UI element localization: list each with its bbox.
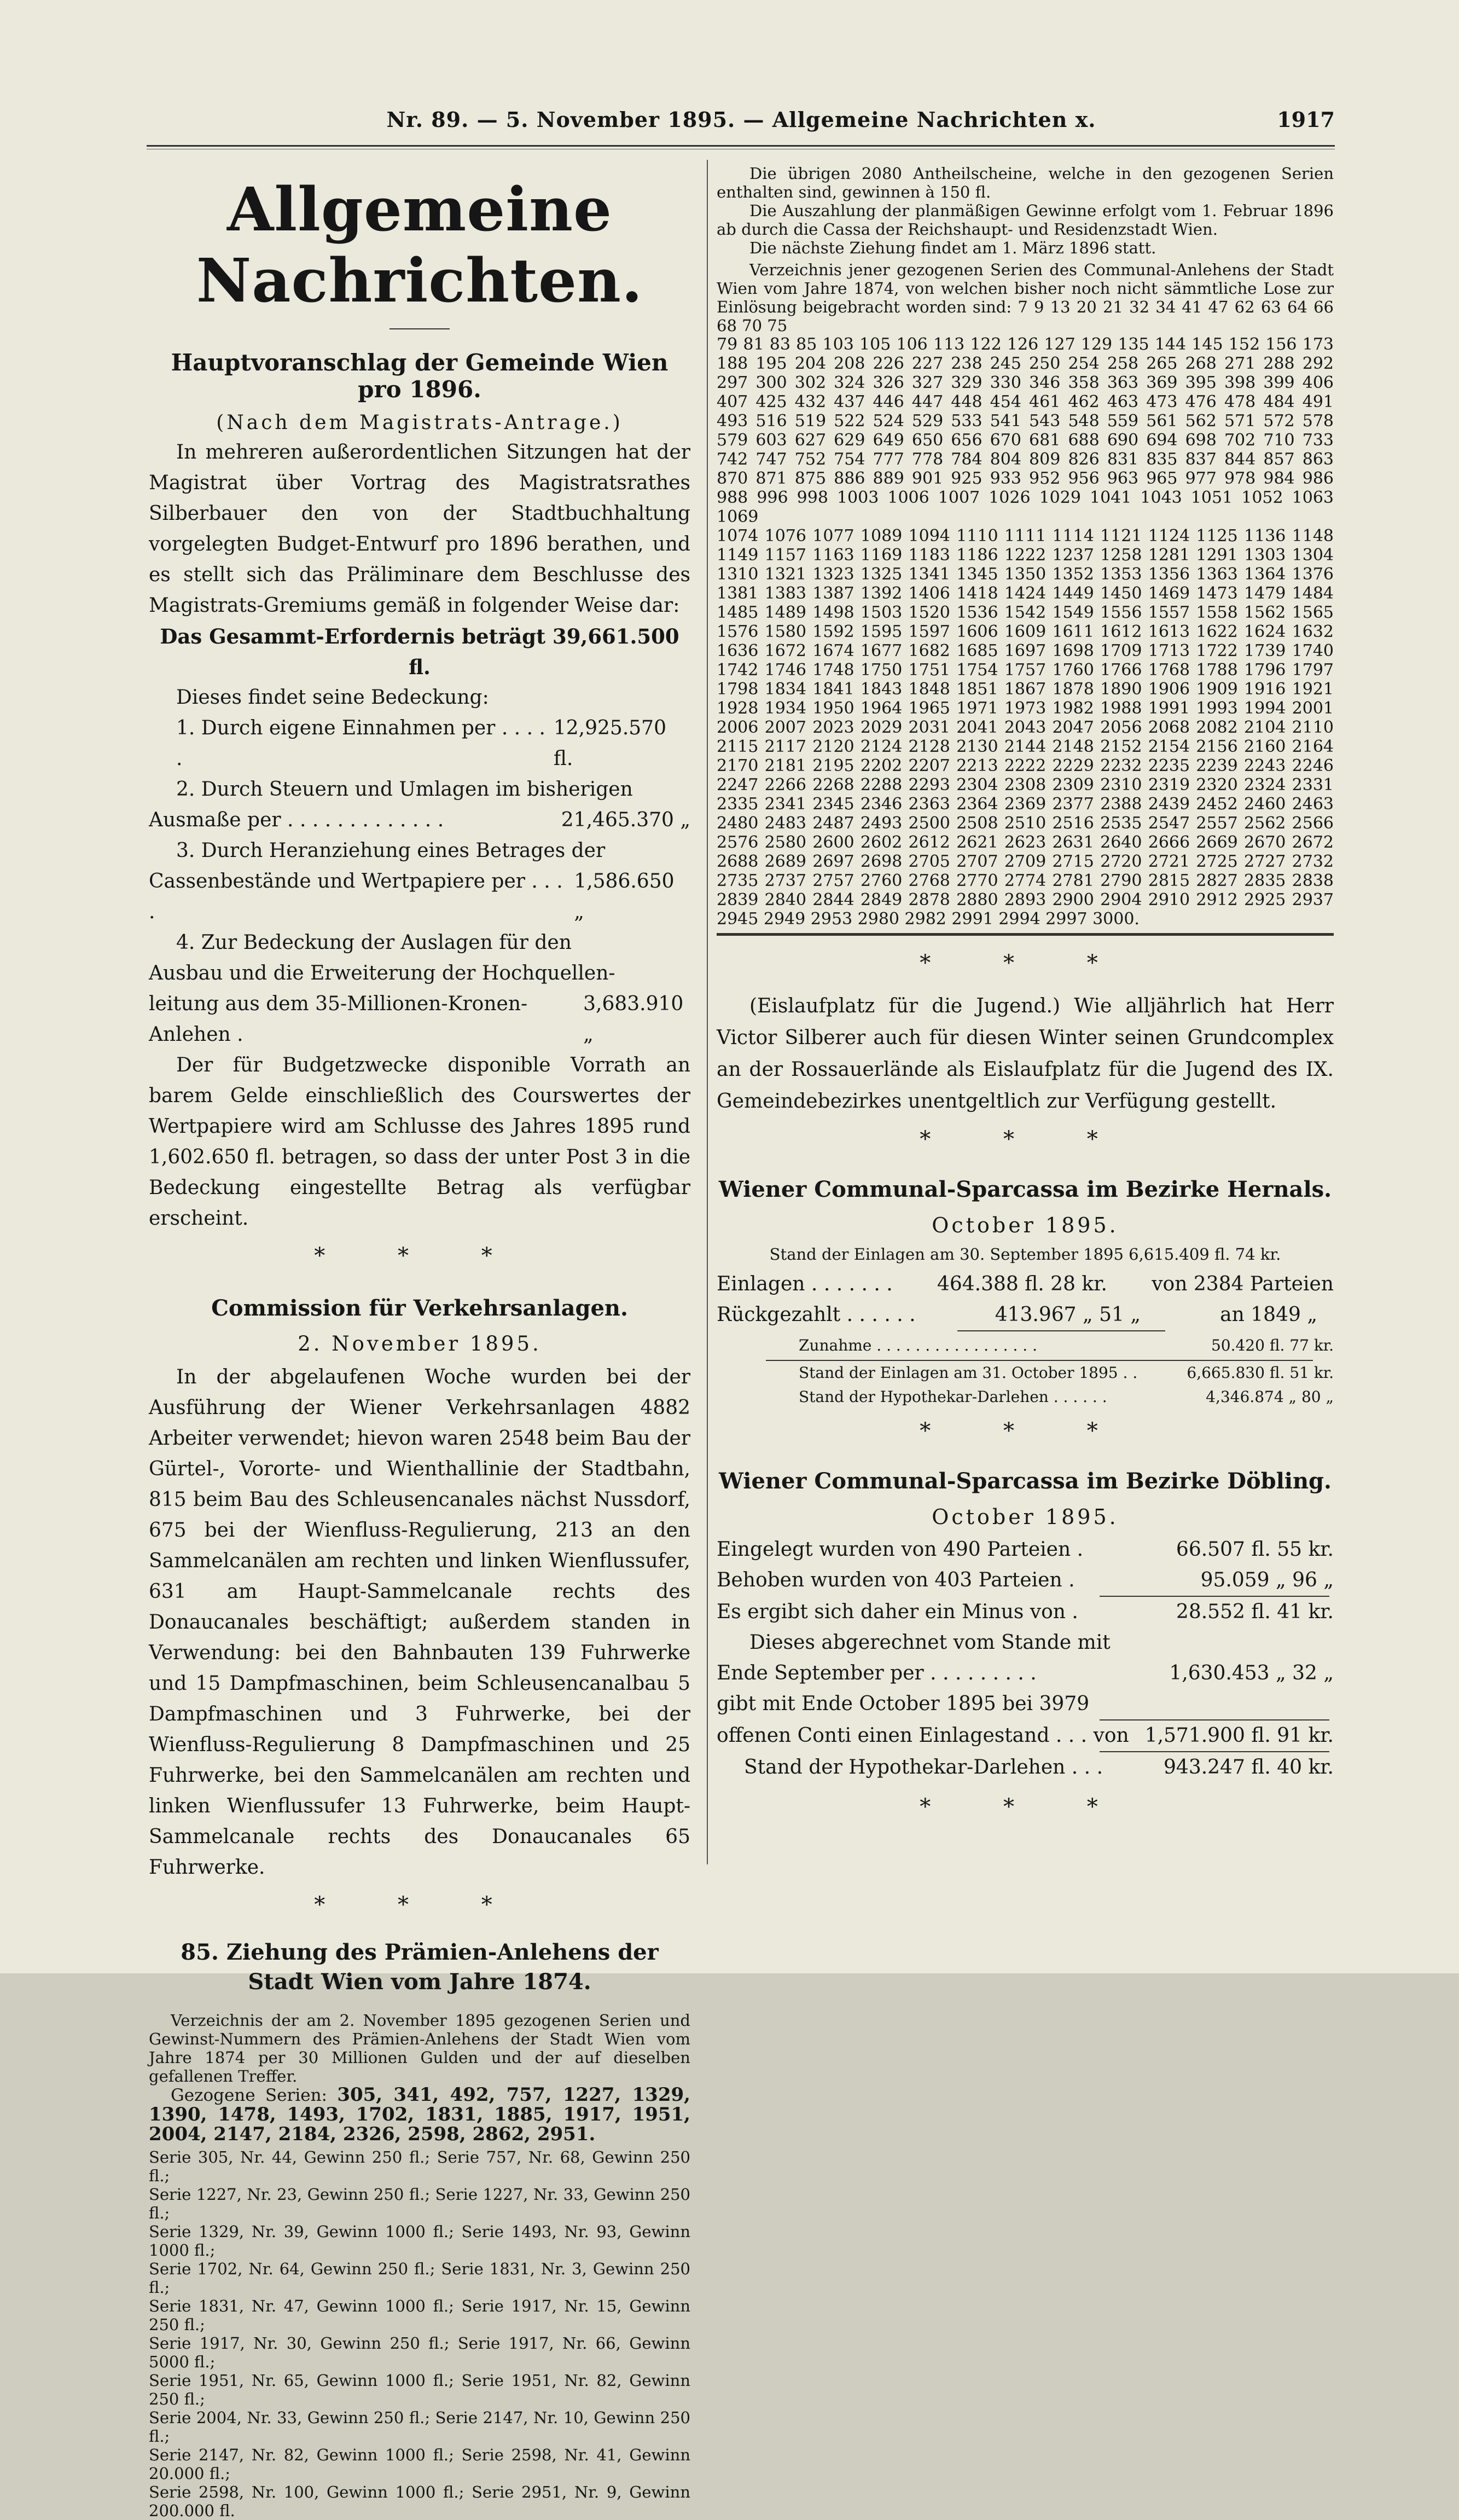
doebling-withdrawn: Behoben wurden von 403 Parteien . 95.059 „ 96 „ xyxy=(717,1569,1334,1591)
hernals-deposits: Einlagen . . . . . . . 464.388 fl. 28 kr. von 2384 Parteien xyxy=(717,1273,1334,1295)
budget-total: Das Gesammt-Erfordernis beträgt 39,661.500 fl. xyxy=(160,624,679,679)
lottery-win-line: Serie 2147, Nr. 82, Gewinn 1000 fl.; Serie 2598, Nr. 41, Gewinn 20.000 fl.; xyxy=(149,2446,690,2483)
section-title: Allgemeine Nachrichten. xyxy=(196,174,643,316)
separator-stars: * * * xyxy=(920,1418,1131,1444)
series-number-row xyxy=(717,890,1334,909)
right-column xyxy=(717,164,1334,1818)
series-number-row xyxy=(717,354,1334,373)
doebling-line-6: gibt mit Ende October 1895 bei 3979 xyxy=(717,1693,1090,1715)
series-number-row xyxy=(717,392,1334,412)
lottery-win-line: Serie 1702, Nr. 64, Gewinn 250 fl.; Serie 1831, Nr. 3, Gewinn 250 fl.; xyxy=(149,2260,690,2297)
separator-stars: * * * xyxy=(314,1243,525,1268)
budget-heading: Hauptvoranschlag der Gemeinde Wien pro 1896. xyxy=(171,349,669,403)
separator-stars: * * * xyxy=(920,1794,1131,1820)
series-number-line: 1636 1672 1674 1677 1682 1685 1697 1698 1709 1713 1722 1739 1740 xyxy=(717,641,1334,661)
series-number-line: 297 300 302 324 326 327 329 330 346 358 363 369 395 398 399 406 xyxy=(717,373,1334,392)
column-divider xyxy=(707,160,708,1864)
lottery-cont-3: Die nächste Ziehung findet am 1. März 1896 statt. xyxy=(749,239,1156,257)
series-number-row xyxy=(717,622,1334,641)
series-number-row xyxy=(717,641,1334,661)
title-rule xyxy=(390,328,450,329)
series-number-line: 188 195 204 208 226 227 238 245 250 254 258 265 268 271 288 292 xyxy=(717,354,1334,373)
lottery-win-line: Serie 305, Nr. 44, Gewinn 250 fl.; Serie 757, Nr. 68, Gewinn 250 fl.; xyxy=(149,2148,690,2185)
budget-item-2a: 2. Durch Steuern und Umlagen im bisherigen xyxy=(176,778,633,801)
series-number-line: 2006 2007 2023 2029 2031 2041 2043 2047 2056 2068 2082 2104 2110 xyxy=(717,718,1334,737)
commission-body: In der abgelaufenen Woche wurden bei der Ausführung der Wiener Verkehrsanlagen 4882 Arbeiter verwendet; hievon waren 2548 beim Bau der Gürtel-, Vororte- und Wienthallinie der Stadtbahn, 815 beim Bau des Schleusencanales nächst Nussdorf, 675 bei der Wienfluss-Regulierung, 213 an den Sammelcanälen am rechten und linken Wienflussufer, 631 am Haupt-Sammelcanale rechts des Donaucanales beschäftigt; außerdem standen in Verwendung: bei den Bahnbauten 139 Fuhrwerke und 15 Dampfmaschinen, beim Schleusencanalbau 5 Dampfmaschinen und 3 Fuhrwerke, bei der Wienfluss-Regulierung 8 Dampfmaschinen und 25 Fuhrwerke, bei den Sammelcanälen am rechten und linken Wienflussufer 13 Fuhrwerke, beim Haupt-Sammelcanale rechts des Donaucanales 65 Fuhrwerke. xyxy=(149,1366,690,1879)
series-number-row xyxy=(717,775,1334,795)
lottery-win-line: Serie 2004, Nr. 33, Gewinn 250 fl.; Serie 2147, Nr. 10, Gewinn 250 fl.; xyxy=(149,2408,690,2446)
series-number-row xyxy=(717,431,1334,450)
series-number-line: 1381 1383 1387 1392 1406 1418 1424 1449 1450 1469 1473 1479 1484 xyxy=(717,584,1334,603)
lottery-series: Gezogene Serien: 305, 341, 492, 757, 1227, 1329, 1390, 1478, 1493, 1702, 1831, 1885, 1917, 1951, 2004, 2147, 2184, 2326, 2598, 2862, 2951. xyxy=(149,2084,690,2145)
series-number-row xyxy=(717,833,1334,852)
series-number-line: 579 603 627 629 649 650 656 670 681 688 690 694 698 702 710 733 xyxy=(717,431,1334,450)
series-number-row xyxy=(717,737,1334,756)
series-number-row xyxy=(717,584,1334,603)
series-number-line: 2335 2341 2345 2346 2363 2364 2369 2377 2388 2439 2452 2460 2463 xyxy=(717,795,1334,814)
series-number-row xyxy=(717,546,1334,565)
series-number-line: 2735 2737 2757 2760 2768 2770 2774 2781 2790 2815 2827 2835 2838 xyxy=(717,871,1334,890)
ice-rink-notice: (Eislaufplatz für die Jugend.) Wie alljährlich hat Herr Victor Silberer auch für diesen Winter seinen Grundcomplex an der Rossauerlände als Eislaufplatz für die Jugend des IX. Gemeindebezirkes unentgeltlich zur Verfügung gestellt. xyxy=(717,995,1334,1113)
series-number-row xyxy=(717,335,1334,354)
series-number-line: 2115 2117 2120 2124 2128 2130 2144 2148 2152 2154 2156 2160 2164 xyxy=(717,737,1334,756)
series-list-intro: Verzeichnis jener gezogenen Serien des Communal-Anlehens der Stadt Wien vom Jahre 1874, von welchen bisher noch nicht sämmtliche Lose zur Einlösung beigebracht worden sind: 7 9 13 20 21 32 34 41 47 62 63 64 66 68 70 75 xyxy=(717,260,1334,335)
series-number-row xyxy=(717,450,1334,469)
separator-stars: * * * xyxy=(314,1892,525,1917)
list-rule xyxy=(717,933,1334,936)
series-number-line: 1149 1157 1163 1169 1183 1186 1222 1237 1258 1281 1291 1303 1304 xyxy=(717,546,1334,565)
header-rule xyxy=(147,145,1335,151)
series-number-line: 2576 2580 2600 2602 2612 2621 2623 2631 2640 2666 2669 2670 2672 xyxy=(717,833,1334,852)
series-number-line: 988 996 998 1003 1006 1007 1026 1029 1041 1043 1051 1052 1063 1069 xyxy=(717,488,1334,526)
series-number-line: 2480 2483 2487 2493 2500 2508 2510 2516 2535 2547 2557 2562 2566 xyxy=(717,814,1334,833)
doebling-minus: Es ergibt sich daher ein Minus von . 28.552 fl. 41 kr. xyxy=(717,1601,1334,1623)
doebling-line-4: Dieses abgerechnet vom Stande mit xyxy=(749,1631,1111,1654)
series-number-row xyxy=(717,488,1334,526)
series-number-row xyxy=(717,565,1334,584)
running-header xyxy=(148,107,1335,140)
series-number-line: 870 871 875 886 889 901 925 933 952 956 963 965 977 978 984 986 xyxy=(717,469,1334,488)
series-number-row xyxy=(717,680,1334,699)
series-number-row xyxy=(717,699,1334,718)
lottery-intro: Verzeichnis der am 2. November 1895 gezogenen Serien und Gewinst-Nummern des Prämien-Anlehens der Stadt Wien vom Jahre 1874 per 30 Millionen Gulden und der auf dieselben gefallenen Treffer. xyxy=(149,2011,690,2085)
hernals-repaid: Rückgezahlt . . . . . . 413.967 „ 51 „ an 1849 „ xyxy=(717,1304,1317,1326)
series-number-line: 2170 2181 2195 2202 2207 2213 2222 2229 2232 2235 2239 2243 2246 xyxy=(717,756,1334,775)
series-number-row xyxy=(717,603,1334,622)
hernals-mortgage: Stand der Hypothekar-Darlehen . . . . . . 4,346.874 „ 80 „ xyxy=(799,1388,1334,1406)
series-number-row xyxy=(717,661,1334,680)
series-number-row xyxy=(717,871,1334,890)
commission-date: 2. November 1895. xyxy=(298,1332,542,1355)
series-number-line: 2839 2840 2844 2849 2878 2880 2893 2900 2904 2910 2912 2925 2937 xyxy=(717,890,1334,909)
series-number-row xyxy=(717,469,1334,488)
doebling-heading: Wiener Communal-Sparcassa im Bezirke Döbling. xyxy=(719,1468,1332,1494)
doebling-end-september: Ende September per . . . . . . . . . 1,630.453 „ 32 „ xyxy=(717,1662,1334,1684)
budget-item-4b: Ausbau und die Erweiterung der Hochquellen- xyxy=(149,962,615,984)
hernals-increase: Zunahme . . . . . . . . . . . . . . . . . 50.420 fl. 77 kr. xyxy=(799,1336,1334,1354)
hernals-heading: Wiener Communal-Sparcassa im Bezirke Hernals. xyxy=(718,1177,1332,1202)
series-number-row xyxy=(717,909,1334,929)
doebling-balance: offenen Conti einen Einlagestand . . . von 1,571.900 fl. 91 kr. xyxy=(717,1724,1334,1747)
doebling-mortgage: Stand der Hypothekar-Darlehen . . . 943.247 fl. 40 kr. xyxy=(744,1756,1334,1779)
budget-item-1: 1. Durch eigene Einnahmen per . . . . . 12,925.570 fl. xyxy=(176,717,666,770)
series-number-row xyxy=(717,412,1334,431)
issue-line: Nr. 89. — 5. November 1895. — Allgemeine Nachrichten x. xyxy=(386,107,1096,132)
series-number-line: 2688 2689 2697 2698 2705 2707 2709 2715 2720 2721 2725 2727 2732 xyxy=(717,852,1334,871)
series-number-line: 493 516 519 522 524 529 533 541 543 548 559 561 562 571 572 578 xyxy=(717,412,1334,431)
budget-outro: Der für Budgetzwecke disponible Vorrath an barem Gelde einschließlich des Courswertes der Wertpapiere wird am Schlusse des Jahres 1895 rund 1,602.650 fl. betragen, so dass der unter Post 3 in die Bedeckung eingestellte Betrag als verfügbar erscheint. xyxy=(149,1054,690,1230)
series-number-row xyxy=(717,795,1334,814)
left-column xyxy=(149,164,690,2520)
series-number-table xyxy=(717,335,1334,929)
series-number-row xyxy=(717,852,1334,871)
lottery-heading: 85. Ziehung des Prämien-Anlehens der Stadt Wien vom Jahre 1874. xyxy=(181,1939,659,1995)
lottery-win-line: Serie 1951, Nr. 65, Gewinn 1000 fl.; Serie 1951, Nr. 82, Gewinn 250 fl.; xyxy=(149,2371,690,2408)
doebling-deposited: Eingelegt wurden von 490 Parteien . 66.507 fl. 55 kr. xyxy=(717,1538,1334,1561)
lottery-win-line: Serie 1329, Nr. 39, Gewinn 1000 fl.; Serie 1493, Nr. 93, Gewinn 1000 fl.; xyxy=(149,2222,690,2260)
series-number-line: 1928 1934 1950 1964 1965 1971 1973 1982 1988 1991 1993 1994 2001 xyxy=(717,699,1334,718)
series-number-line: 1074 1076 1077 1089 1094 1110 1111 1114 1121 1124 1125 1136 1148 xyxy=(717,526,1334,546)
lottery-wins xyxy=(149,2148,690,2520)
series-number-line: 1576 1580 1592 1595 1597 1606 1609 1611 1612 1613 1622 1624 1632 xyxy=(717,622,1334,641)
series-number-line: 1798 1834 1841 1843 1848 1851 1867 1878 1890 1906 1909 1916 1921 xyxy=(717,680,1334,699)
separator-stars: * * * xyxy=(920,951,1131,976)
lottery-win-line: Serie 2598, Nr. 100, Gewinn 1000 fl.; Serie 2951, Nr. 9, Gewinn 200.000 fl. xyxy=(149,2483,690,2520)
page-number: 1917 xyxy=(1277,107,1335,132)
separator-stars: * * * xyxy=(920,1127,1131,1152)
series-number-line: 407 425 432 437 446 447 448 454 461 462 463 473 476 478 484 491 xyxy=(717,392,1334,412)
lottery-win-line: Serie 1917, Nr. 30, Gewinn 250 fl.; Serie 1917, Nr. 66, Gewinn 5000 fl.; xyxy=(149,2334,690,2371)
hernals-month: October 1895. xyxy=(932,1213,1119,1237)
lottery-win-line: Serie 1227, Nr. 23, Gewinn 250 fl.; Serie 1227, Nr. 33, Gewinn 250 fl.; xyxy=(149,2185,690,2222)
series-number-row xyxy=(717,814,1334,833)
lottery-cont-1: Die übrigen 2080 Antheilscheine, welche in den gezogenen Serien enthalten sind, gewinnen à 150 fl. xyxy=(717,164,1334,201)
hernals-stand-end: Stand der Einlagen am 31. October 1895 . . 6,665.830 fl. 51 kr. xyxy=(799,1364,1334,1382)
budget-item-2b: Ausmaße per . . . . . . . . . . . . . 21,465.370 „ xyxy=(149,809,690,831)
series-number-row xyxy=(717,718,1334,737)
series-number-line: 2247 2266 2268 2288 2293 2304 2308 2309 2310 2319 2320 2324 2331 xyxy=(717,775,1334,795)
doebling-month: October 1895. xyxy=(932,1505,1119,1529)
series-number-row xyxy=(717,756,1334,775)
hernals-stand-start: Stand der Einlagen am 30. September 1895 6,615.409 fl. 74 kr. xyxy=(769,1245,1281,1264)
budget-subheading: (Nach dem Magistrats-Antrage.) xyxy=(216,412,623,434)
series-number-line: 1742 1746 1748 1750 1751 1754 1757 1760 1766 1768 1788 1796 1797 xyxy=(717,661,1334,680)
budget-item-4c: leitung aus dem 35-Millionen-Kronen-Anlehen . 3,683.910 „ xyxy=(149,993,684,1046)
lottery-win-line: Serie 1831, Nr. 47, Gewinn 1000 fl.; Serie 1917, Nr. 15, Gewinn 250 fl.; xyxy=(149,2297,690,2334)
commission-heading: Commission für Verkehrsanlagen. xyxy=(211,1295,628,1321)
budget-intro: In mehreren außerordentlichen Sitzungen hat der Magistrat über Vortrag des Magistratsrathes Silberbauer den von der Stadtbuchhaltung vorgelegten Budget-Entwurf pro 1896 berathen, und es stellt sich das Präliminare dem Beschlusse des Magistrats-Gremiums gemäß in folgender Weise dar: xyxy=(149,441,690,617)
series-number-row xyxy=(717,526,1334,546)
series-number-line: 1485 1489 1498 1503 1520 1536 1542 1549 1556 1557 1558 1562 1565 xyxy=(717,603,1334,622)
series-number-line: 1310 1321 1323 1325 1341 1345 1350 1352 1353 1356 1363 1364 1376 xyxy=(717,565,1334,584)
budget-item-3b: Cassenbestände und Wertpapiere per . . . . 1,586.650 „ xyxy=(149,870,675,923)
series-number-row xyxy=(717,373,1334,392)
lottery-cont-2: Die Auszahlung der planmäßigen Gewinne erfolgt vom 1. Februar 1896 ab durch die Cassa der Reichshaupt- und Residenzstadt Wien. xyxy=(717,201,1334,239)
series-number-line: 2945 2949 2953 2980 2982 2991 2994 2997 3000. xyxy=(717,909,1140,929)
series-number-line: 742 747 752 754 777 778 784 804 809 826 831 835 837 844 857 863 xyxy=(717,450,1334,469)
budget-cover: Dieses findet seine Bedeckung: xyxy=(176,686,489,709)
series-number-line: 79 81 83 85 103 105 106 113 122 126 127 129 135 144 145 152 156 173 xyxy=(717,335,1334,354)
budget-item-3a: 3. Durch Heranziehung eines Betrages der xyxy=(176,839,606,862)
budget-item-4a: 4. Zur Bedeckung der Auslagen für den xyxy=(176,931,572,954)
